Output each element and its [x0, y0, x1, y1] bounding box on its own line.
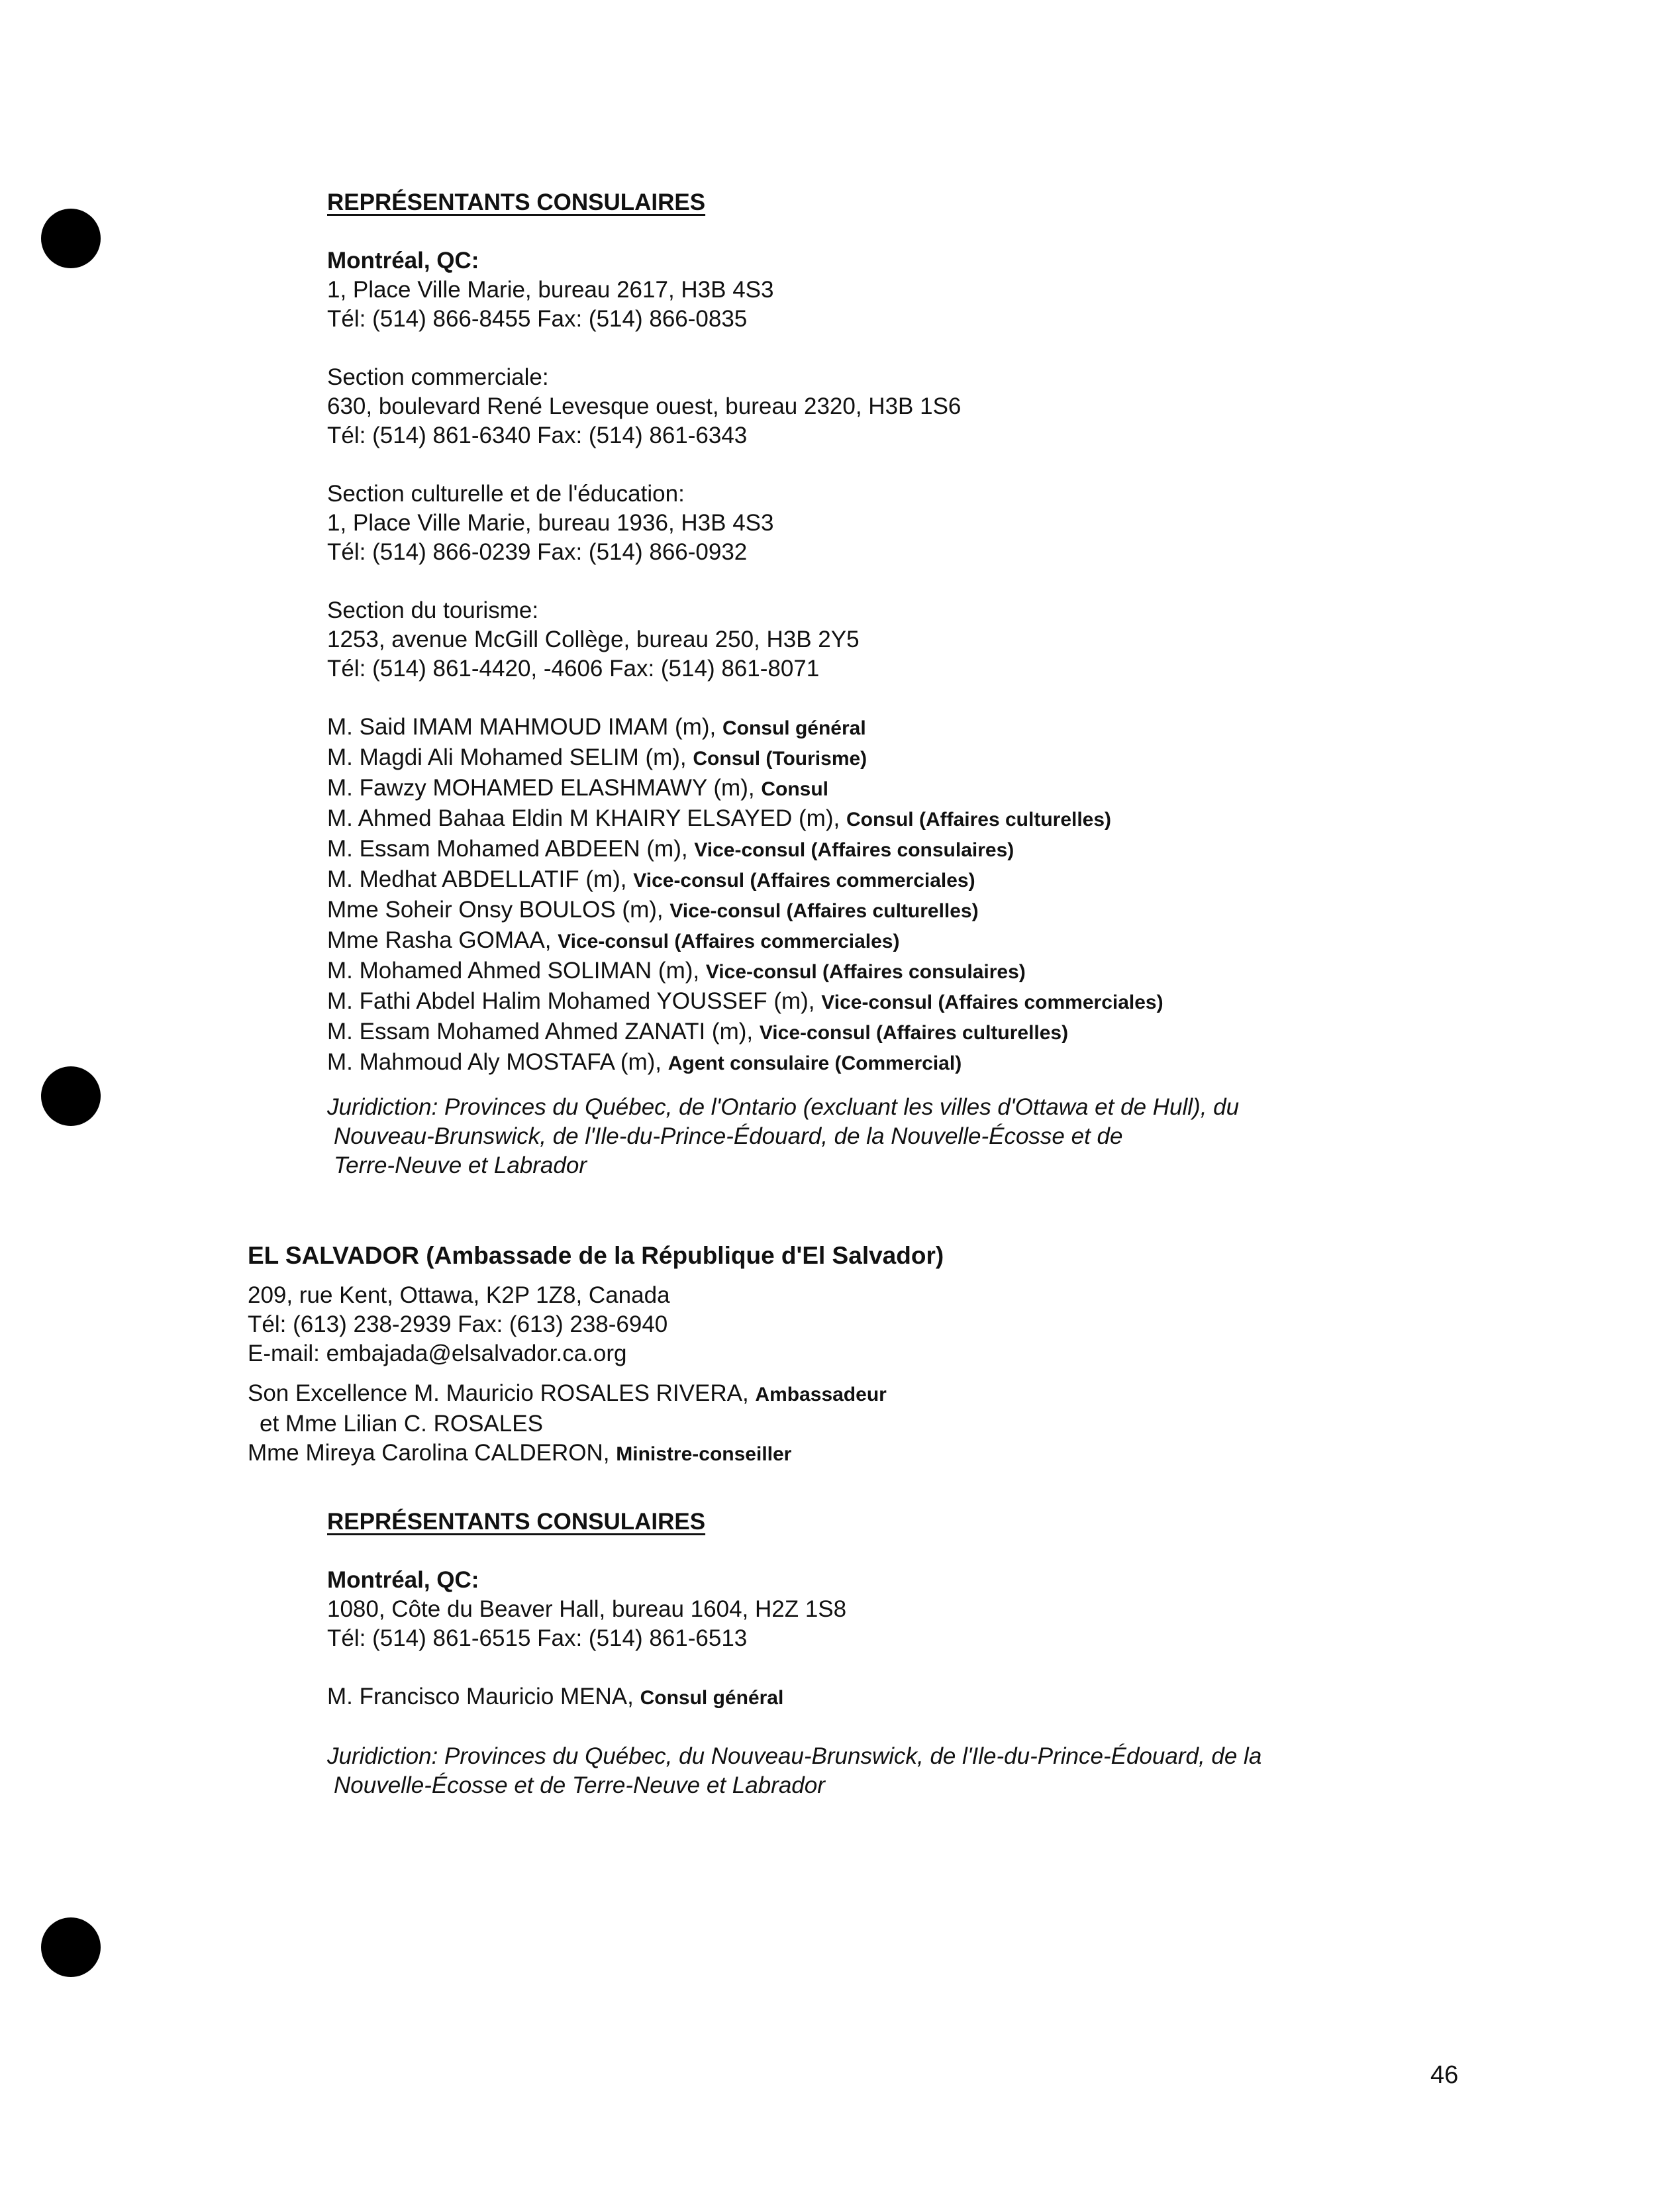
- address-line: 1080, Côte du Beaver Hall, bureau 1604, H2Z 1S8: [327, 1596, 847, 1622]
- consular-section-el-salvador: [327, 1507, 1261, 1800]
- official-entry: [327, 956, 1239, 987]
- official-name: M. Said IMAM MAHMOUD IMAM (m),: [327, 714, 716, 740]
- tourism-section-label: Section du tourisme:: [327, 597, 539, 623]
- official-name: Son Excellence M. Mauricio ROSALES RIVERA,: [248, 1380, 749, 1406]
- official-entry: [327, 1017, 1239, 1048]
- phone-line: Tél: (514) 866-0239 Fax: (514) 866-0932: [327, 539, 748, 565]
- official-name: M. Magdi Ali Mohamed SELIM (m),: [327, 744, 687, 770]
- section-heading: REPRÉSENTANTS CONSULAIRES: [327, 1509, 706, 1535]
- official-entry: [327, 835, 1239, 865]
- official-role: Consul général: [640, 1687, 784, 1709]
- official-name: Mme Rasha GOMAA,: [327, 927, 552, 953]
- email-line: E-mail: embajada@elsalvador.ca.org: [248, 1341, 627, 1366]
- jurisdiction-line: Juridiction: Provinces du Québec, de l'Ontario (excluant les villes d'Ottawa et de Hull), du: [327, 1094, 1240, 1120]
- page-number: 46: [1430, 2061, 1459, 2089]
- official-role: Vice-consul (Affaires culturelles): [759, 1022, 1069, 1044]
- official-entry: [327, 713, 1239, 743]
- phone-line: Tél: (514) 861-6515 Fax: (514) 861-6513: [327, 1625, 748, 1651]
- official-entry: [327, 774, 1239, 804]
- official-role: Consul (Tourisme): [693, 748, 867, 770]
- official-entry: [327, 743, 1239, 774]
- official-name: M. Mohamed Ahmed SOLIMAN (m),: [327, 958, 700, 984]
- city-label: Montréal, QC:: [327, 1567, 479, 1593]
- official-entry: [327, 895, 1239, 926]
- official-entry: [327, 926, 1239, 956]
- phone-line: Tél: (514) 861-6340 Fax: (514) 861-6343: [327, 423, 748, 448]
- el-salvador-entry: [248, 1241, 944, 1469]
- cultural-section-label: Section culturelle et de l'éducation:: [327, 481, 685, 507]
- jurisdiction-line: Terre-Neuve et Labrador: [334, 1152, 587, 1178]
- official-role: Vice-consul (Affaires culturelles): [669, 900, 979, 922]
- consular-section-egypt: [327, 188, 1239, 1180]
- jurisdiction-line: Juridiction: Provinces du Québec, du Nouveau-Brunswick, de l'Ile-du-Prince-Édouard, de la: [327, 1743, 1262, 1769]
- official-entry: [248, 1379, 944, 1409]
- binder-hole-top: [41, 209, 101, 268]
- address-line: 630, boulevard René Levesque ouest, bureau 2320, H3B 1S6: [327, 393, 962, 419]
- address-line: 1, Place Ville Marie, bureau 1936, H3B 4S3: [327, 510, 774, 536]
- official-name: M. Fathi Abdel Halim Mohamed YOUSSEF (m),: [327, 988, 815, 1014]
- official-role: Ambassadeur: [755, 1384, 887, 1405]
- official-role: Vice-consul (Affaires commerciales): [821, 992, 1163, 1013]
- official-name: M. Fawzy MOHAMED ELASHMAWY (m),: [327, 775, 755, 801]
- section-heading: REPRÉSENTANTS CONSULAIRES: [327, 189, 706, 215]
- official-name: M. Ahmed Bahaa Eldin M KHAIRY ELSAYED (m),: [327, 805, 840, 831]
- official-name: M. Essam Mohamed Ahmed ZANATI (m),: [327, 1019, 754, 1044]
- phone-line: Tél: (514) 866-8455 Fax: (514) 866-0835: [327, 306, 748, 332]
- official-entry: [248, 1439, 944, 1469]
- official-role: Consul (Affaires culturelles): [846, 809, 1112, 831]
- official-role: Agent consulaire (Commercial): [667, 1052, 962, 1074]
- address-line: 1253, avenue McGill Collège, bureau 250, H3B 2Y5: [327, 627, 860, 652]
- official-role: Consul général: [722, 717, 866, 739]
- address-line: 209, rue Kent, Ottawa, K2P 1Z8, Canada: [248, 1282, 670, 1308]
- official-role: Vice-consul (Affaires consulaires): [694, 839, 1014, 861]
- official-role: Vice-consul (Affaires consulaires): [705, 961, 1026, 983]
- spouse-line: et Mme Lilian C. ROSALES: [260, 1411, 543, 1437]
- official-name: Mme Soheir Onsy BOULOS (m),: [327, 897, 664, 923]
- official-entry: [327, 987, 1239, 1017]
- binder-hole-bottom: [41, 1917, 101, 1977]
- city-label: Montréal, QC:: [327, 248, 479, 274]
- country-title: EL SALVADOR (Ambassade de la République d'El Salvador): [248, 1242, 944, 1269]
- commercial-section-label: Section commerciale:: [327, 364, 549, 390]
- jurisdiction-line: Nouveau-Brunswick, de l'Ile-du-Prince-Édouard, de la Nouvelle-Écosse et de: [334, 1123, 1123, 1149]
- jurisdiction-line: Nouvelle-Écosse et de Terre-Neuve et Labrador: [334, 1772, 825, 1798]
- official-entry: [327, 804, 1239, 835]
- official-entry: [327, 1048, 1239, 1078]
- official-entry: [327, 1682, 1261, 1713]
- official-name: M. Francisco Mauricio MENA,: [327, 1684, 634, 1709]
- official-name: M. Mahmoud Aly MOSTAFA (m),: [327, 1049, 662, 1075]
- official-role: Vice-consul (Affaires commerciales): [558, 931, 900, 952]
- binder-hole-middle: [41, 1066, 101, 1126]
- official-entry: [327, 865, 1239, 895]
- official-role: Vice-consul (Affaires commerciales): [633, 870, 975, 891]
- phone-line: Tél: (514) 861-4420, -4606 Fax: (514) 861-8071: [327, 656, 820, 682]
- address-line: 1, Place Ville Marie, bureau 2617, H3B 4S3: [327, 277, 774, 303]
- official-role: Consul: [761, 778, 828, 800]
- official-name: M. Medhat ABDELLATIF (m),: [327, 866, 627, 892]
- official-role: Ministre-conseiller: [616, 1443, 792, 1465]
- official-name: Mme Mireya Carolina CALDERON,: [248, 1440, 610, 1466]
- phone-line: Tél: (613) 238-2939 Fax: (613) 238-6940: [248, 1311, 668, 1337]
- official-name: M. Essam Mohamed ABDEEN (m),: [327, 836, 688, 862]
